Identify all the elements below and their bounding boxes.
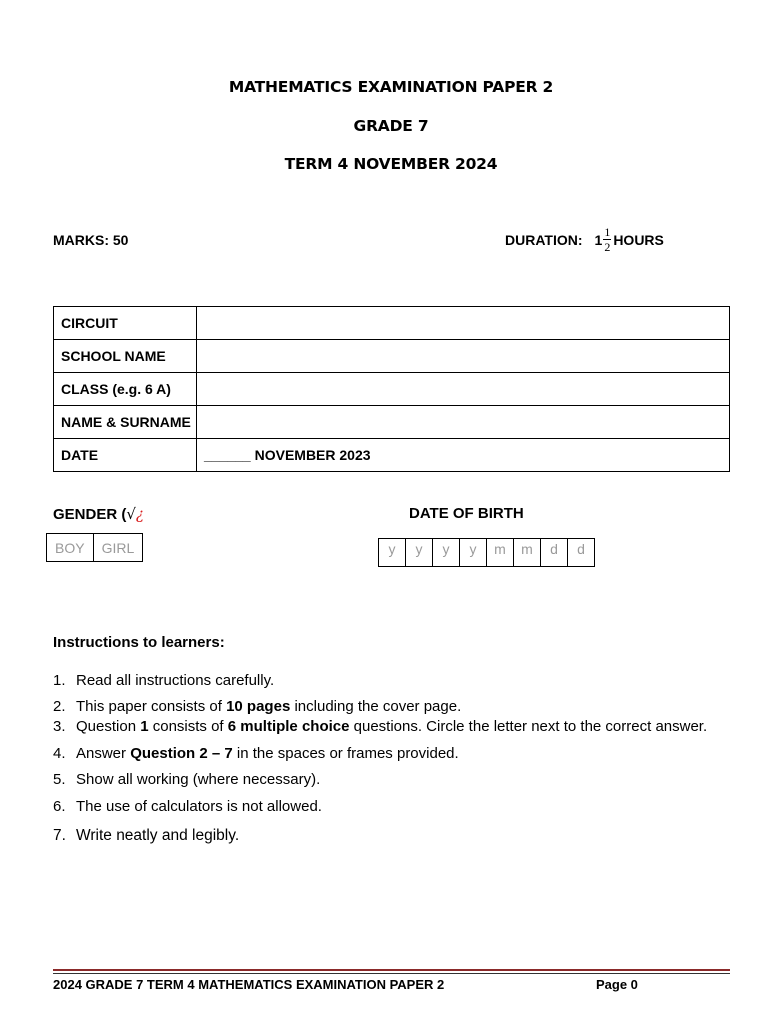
term-heading: TERM 4 NOVEMBER 2024: [284, 155, 498, 173]
duration-whole: 1: [594, 232, 603, 248]
list-item: 6. The use of calculators is not allowed.: [53, 798, 322, 815]
school-name-label: SCHOOL NAME: [54, 340, 197, 373]
marks-label: MARKS: 50: [53, 232, 129, 248]
duration-unit: HOURS: [613, 232, 664, 248]
duration-label: DURATION:: [505, 232, 583, 248]
dob-heading: DATE OF BIRTH: [409, 505, 524, 522]
list-item: 3. Question 1 consists of 6 multiple choice questions. Circle the letter next to the correct answer.: [53, 718, 708, 735]
gender-label: GENDER (: [53, 506, 127, 523]
dob-day-box[interactable]: d: [541, 539, 568, 567]
list-item: 7. Write neatly and legibly.: [53, 827, 240, 844]
fraction-denominator: 2: [604, 239, 611, 254]
school-name-field[interactable]: [197, 340, 730, 373]
paper-title: MATHEMATICS EXAMINATION PAPER 2: [228, 78, 554, 96]
learner-info-table: [53, 306, 730, 472]
table-row: [54, 307, 730, 340]
table-row: [54, 406, 730, 439]
circuit-field[interactable]: [197, 307, 730, 340]
footer-rule: [53, 969, 730, 971]
circuit-label: CIRCUIT: [54, 307, 197, 340]
date-label: DATE: [54, 439, 197, 472]
table-row: [54, 340, 730, 373]
instructions-list: [53, 672, 743, 851]
footer-title: 2024 GRADE 7 TERM 4 MATHEMATICS EXAMINATION PAPER 2: [53, 977, 445, 992]
footer-rule-thin: [53, 973, 730, 974]
dob-day-box[interactable]: d: [568, 539, 595, 567]
date-field[interactable]: ______ NOVEMBER 2023: [197, 439, 730, 472]
dob-year-box[interactable]: y: [379, 539, 406, 567]
grade-heading: GRADE 7: [353, 117, 429, 135]
dob-month-box[interactable]: m: [487, 539, 514, 567]
list-item: 5. Show all working (where necessary).: [53, 771, 321, 788]
name-surname-label: NAME & SURNAME: [54, 406, 197, 439]
gender-option-boy[interactable]: BOY: [47, 534, 94, 562]
class-field[interactable]: [197, 373, 730, 406]
duration: [505, 224, 664, 256]
duration-fraction: [603, 226, 611, 253]
gender-option-girl[interactable]: GIRL: [93, 534, 143, 562]
tick-icon: √¿: [126, 505, 144, 523]
gender-options: [46, 533, 143, 562]
dob-year-box[interactable]: y: [460, 539, 487, 567]
dob-year-box[interactable]: y: [406, 539, 433, 567]
gender-heading: [53, 505, 144, 523]
name-surname-field[interactable]: [197, 406, 730, 439]
table-row: [54, 439, 730, 472]
dob-month-box[interactable]: m: [514, 539, 541, 567]
dob-boxes: [378, 538, 595, 567]
list-item: 2. This paper consists of 10 pages including the cover page.: [53, 698, 462, 715]
class-label: CLASS (e.g. 6 A): [54, 373, 197, 406]
dob-year-box[interactable]: y: [433, 539, 460, 567]
list-item: 4. Answer Question 2 – 7 in the spaces or frames provided.: [53, 745, 459, 762]
table-row: [54, 373, 730, 406]
instructions-heading: Instructions to learners:: [53, 634, 225, 651]
fraction-numerator: 1: [604, 224, 611, 239]
page-number: Page 0: [596, 977, 638, 992]
list-item: 1. Read all instructions carefully.: [53, 672, 275, 689]
